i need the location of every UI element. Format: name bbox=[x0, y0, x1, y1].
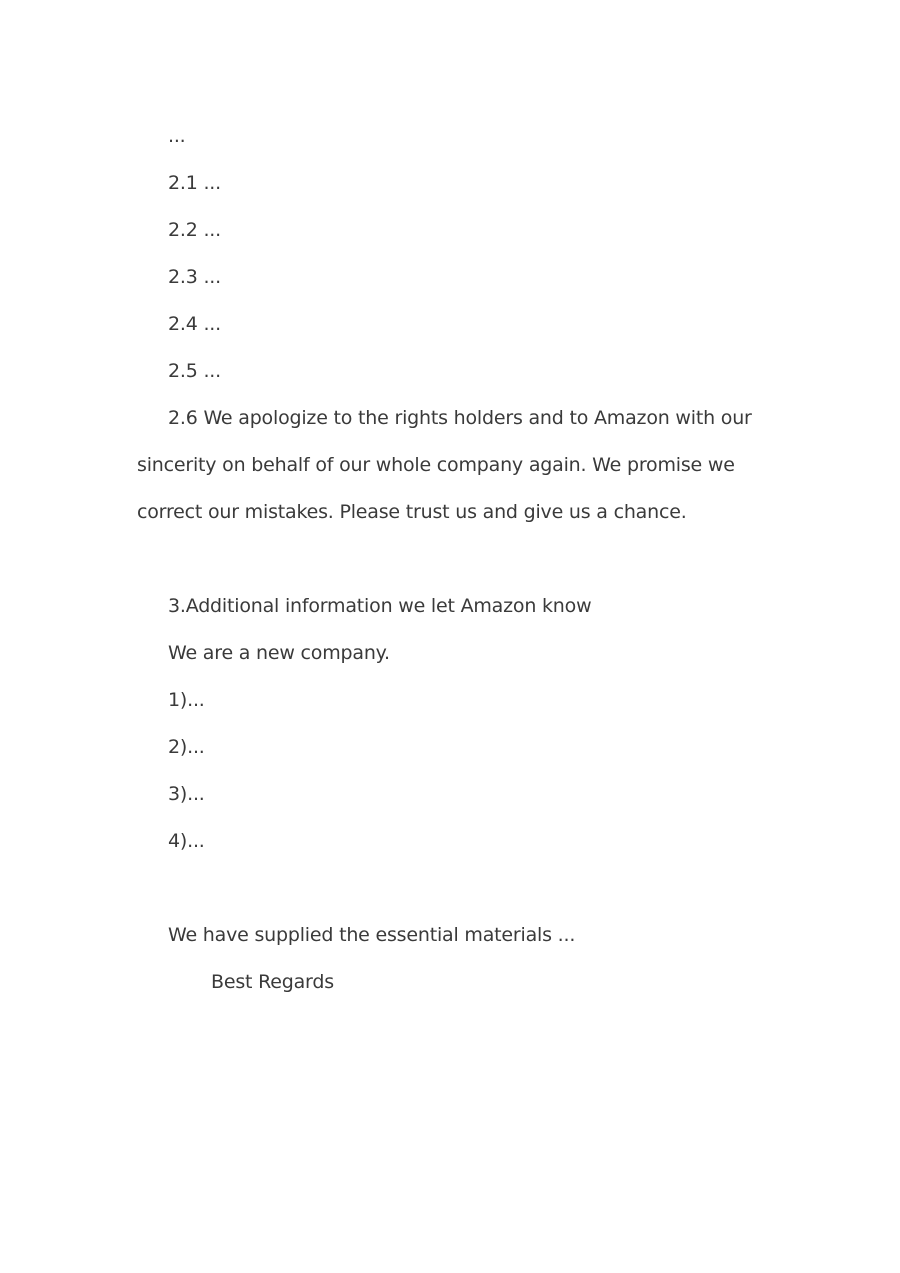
ellipsis-line: ... bbox=[168, 125, 186, 147]
item-2-3: 2.3 ... bbox=[168, 266, 221, 288]
item-2-2: 2.2 ... bbox=[168, 219, 221, 241]
list-item: 3)... bbox=[168, 783, 205, 805]
item-2-1: 2.1 ... bbox=[168, 172, 221, 194]
blank-line bbox=[137, 536, 767, 583]
sign-off: Best Regards bbox=[211, 971, 334, 993]
document-body bbox=[137, 113, 767, 1006]
apology-paragraph: 2.6 We apologize to the rights holders and to Amazon with our sincerity on behalf of our whole company again. We promise we correct our mistakes. Please trust us and give us a chance. bbox=[137, 407, 752, 523]
list-item: 2)... bbox=[168, 736, 205, 758]
blank-line bbox=[137, 865, 767, 912]
item-2-5: 2.5 ... bbox=[168, 360, 221, 382]
closing-statement: We have supplied the essential materials ... bbox=[168, 924, 576, 946]
item-2-4: 2.4 ... bbox=[168, 313, 221, 335]
list-item: 4)... bbox=[168, 830, 205, 852]
section-3-heading: 3.Additional information we let Amazon know bbox=[168, 595, 592, 617]
section-3-intro: We are a new company. bbox=[168, 642, 390, 664]
list-item: 1)... bbox=[168, 689, 205, 711]
